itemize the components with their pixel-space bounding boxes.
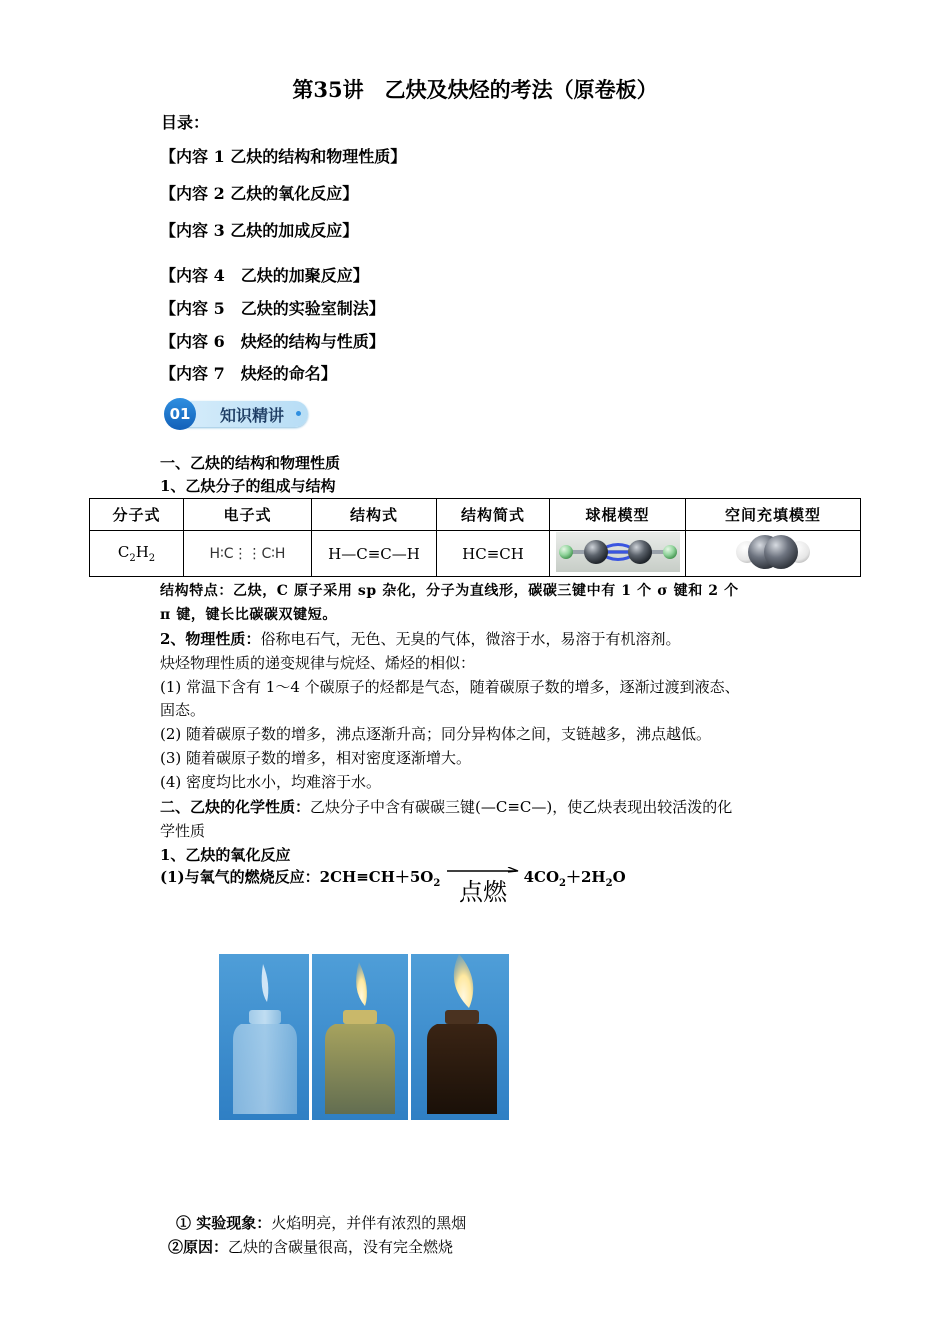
toc-item-7[interactable]: 【内容 7 炔烃的命名】 — [160, 364, 337, 383]
th-electron: 电子式 — [184, 499, 312, 531]
ball-stick-model-icon — [556, 532, 680, 572]
badge-number: 01 — [164, 398, 196, 430]
structure-feature-line2: π 键，键长比碳碳双键短。 — [160, 607, 337, 623]
cell-electron: H∶C⋮⋮C∶H — [184, 531, 312, 577]
combustion-equation: (1)与氧气的燃烧反应：$2CH\equiv CH+5O_2$ $4CO_2+2H_2O$ — [160, 868, 626, 889]
toc-item-3[interactable]: 【内容 3 乙炔的加成反应】 — [160, 221, 359, 240]
physical-point-3: (3) 随着碳原子数的增多，相对密度逐渐增大。 — [160, 749, 472, 767]
section1-sub1: 1、乙炔分子的组成与结构 — [160, 477, 336, 495]
toc-item-5[interactable]: 【内容 5 乙炔的实验室制法】 — [160, 299, 385, 318]
knowledge-badge — [164, 398, 314, 430]
oxidation-heading: 1、乙炔的氧化反应 — [160, 846, 291, 864]
cell-condensed: HC≡CH — [437, 531, 550, 577]
th-formula: 分子式 — [90, 499, 184, 531]
cell-formula: $C_2H_2$ — [90, 531, 184, 577]
cell-ball-stick — [550, 531, 686, 577]
combustion-photos — [219, 954, 509, 1120]
physical-properties: 2、物理性质：俗称电石气，无色、无臭的气体，微溶于水，易溶于有机溶剂。 — [160, 630, 681, 648]
th-structural: 结构式 — [312, 499, 437, 531]
physical-point-1a: (1) 常温下含有 1～4 个碳原子的烃都是气态，随着碳原子数的增多，逐渐过渡到液态、 — [160, 678, 740, 696]
section1-heading: 一、乙炔的结构和物理性质 — [160, 454, 341, 472]
toc-item-4[interactable]: 【内容 4 乙炔的加聚反应】 — [160, 266, 369, 285]
physical-intro: 炔烃物理性质的递变规律与烷烃、烯烃的相似： — [160, 654, 476, 672]
space-filling-model-icon — [733, 532, 813, 572]
th-condensed: 结构简式 — [437, 499, 550, 531]
th-ball-stick: 球棍模型 — [550, 499, 686, 531]
physical-point-2: (2) 随着碳原子数的增多，沸点逐渐升高；同分异构体之间，支链越多，沸点越低。 — [160, 725, 712, 743]
page-title: 第35讲 乙炔及炔烃的考法（原卷板） — [292, 77, 658, 102]
toc-item-1[interactable]: 【内容 1 乙炔的结构和物理性质】 — [160, 147, 407, 166]
cell-structural: H—C≡C—H — [312, 531, 437, 577]
physical-point-1b: 固态。 — [160, 701, 206, 719]
badge-dot-icon — [296, 411, 301, 416]
badge-label: 知识精讲 — [220, 406, 285, 425]
physical-point-4: (4) 密度均比水小，均难溶于水。 — [160, 773, 382, 791]
toc-item-6[interactable]: 【内容 6 炔烃的结构与性质】 — [160, 332, 385, 351]
toc-heading: 目录： — [161, 113, 210, 132]
acetylene-structure-table — [89, 498, 861, 577]
observation-phenomenon: ① 实验现象：火焰明亮，并伴有浓烈的黑烟 — [176, 1214, 467, 1232]
chemical-properties-cont: 学性质 — [160, 822, 206, 840]
chemical-properties: 二、乙炔的化学性质：乙炔分子中含有碳碳三键(—C≡C—)，使乙炔表现出较活泼的化 — [160, 798, 733, 816]
observation-reason: ②原因：乙炔的含碳量很高，没有完全燃烧 — [168, 1238, 454, 1256]
structure-feature-line1: 结构特点：乙炔，C 原子采用 sp 杂化，分子为直线形，碳碳三键中有 1 个 σ 键和 2 个 — [160, 583, 739, 599]
cell-space-fill — [686, 531, 861, 577]
th-space-fill: 空间充填模型 — [686, 499, 861, 531]
toc-item-2[interactable]: 【内容 2 乙炔的氧化反应】 — [160, 184, 359, 203]
